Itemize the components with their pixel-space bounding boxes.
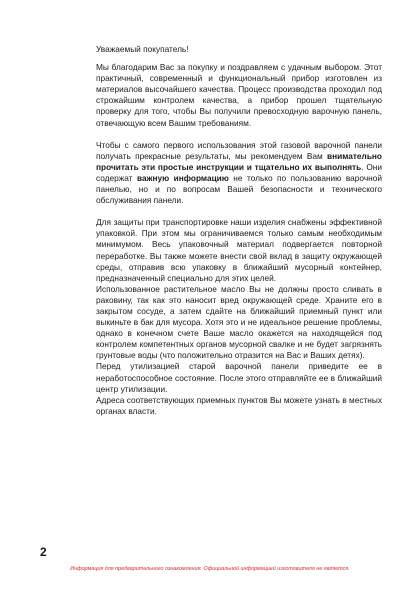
disclaimer-footer: Информация для предварительного ознакомления. Официальной информацией изготовителя не является. <box>70 566 350 572</box>
page-number: 2 <box>40 545 47 559</box>
paragraph-oil: Использованное растительное масло Вы не должны просто сливать в раковину, так как это наносит вред окружающей среде. Храните его в закрытом сосуде, а затем сдайте на ближайший приемный пункт или выкиньте в бак для мусора. Хотя это и не идеальное решение проблемы, однако в конечном счете Ваше масло окажется на находящейся под контролем компетентных органов мусорной свалке и не будет загрязнять грунтовые воды (что положительно отразится на Вас и Ваших детях). <box>96 283 382 361</box>
instructions-text-c: . Они содержат <box>96 161 382 183</box>
paragraph-packaging: Для защиты при транспортировке наши изделия снабжены эффективной упаковкой. При этом мы ограничиваемся только самым необходимым минимумом. Весь упаковочный материал подвергается повторной переработке. Вы также можете внести свой вклад в защиту окружающей среды, отправив всю упаковку в ближайший мусорный контейнер, предназначенный специально для этих целей. <box>96 217 382 283</box>
instructions-text-e: не только по пользованию варочной панелью, но и по вопросам Вашей безопасности и технического обслуживания панели. <box>96 172 382 206</box>
instructions-text-a: Чтобы с самого первого использования этой газовой варочной панели получать прекрасные результаты, мы рекомендуем Вам <box>96 139 382 161</box>
text-column <box>96 44 382 417</box>
paragraph-addresses: Адреса соответствующих приемных пунктов Вы можете узнать в местных органах власти. <box>96 394 382 416</box>
paragraph-disposal: Перед утилизацией старой варочной панели приведите ее в неработоспособное состояние. После этого отправляйте ее в ближайший центр утилизации. <box>96 361 382 394</box>
paragraph-thanks: Мы благодарим Вас за покупку и поздравляем с удачным выбором. Этот практичный, современный и функциональный прибор изготовлен из материалов высочайшего качества. Процесс производства проходил под строжайшим контролем качества, а прибор прошел тщательную проверку для того, чтобы Вы получили превосходную варочную панель, отвечающую всем Вашим требованиям. <box>96 62 382 128</box>
paragraph-instructions <box>96 140 382 207</box>
greeting: Уважаемый покупатель! <box>96 44 189 54</box>
instructions-emphasis: внимательно прочитать эти простые инструкции и тщательно их выполнять <box>96 150 382 172</box>
important-info-emphasis: важную информацию <box>136 172 229 183</box>
